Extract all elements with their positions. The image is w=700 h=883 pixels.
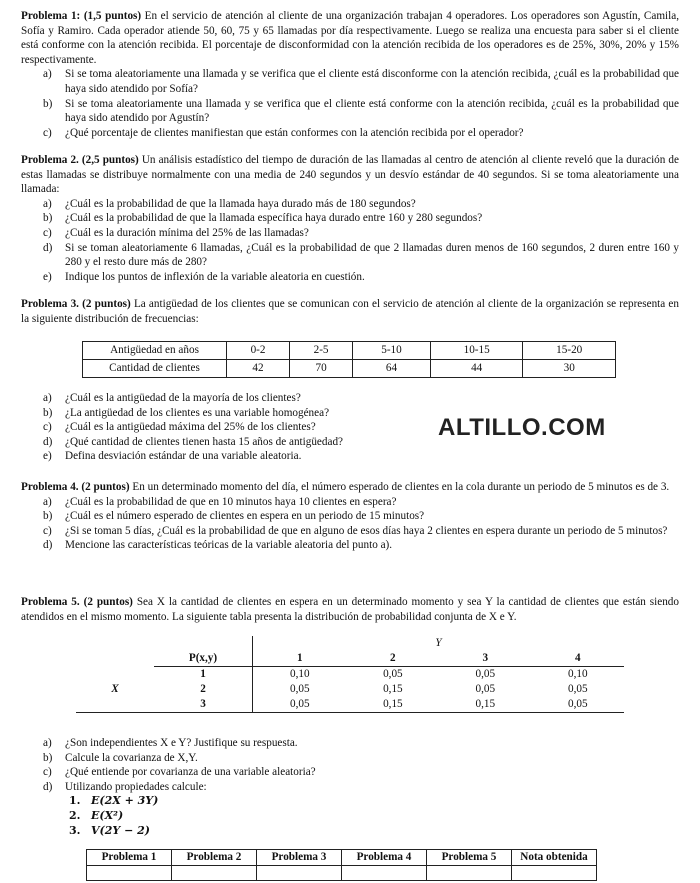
- grade-cell[interactable]: [257, 865, 342, 880]
- problem-5-questions: [21, 736, 679, 838]
- table-header-cell: 10-15: [430, 342, 523, 360]
- problem-5-title: Problema 5. (2 puntos): [21, 596, 133, 608]
- item-label: c): [43, 226, 52, 239]
- item-label: b): [43, 406, 53, 419]
- item-label: d): [43, 539, 53, 552]
- list-item: [21, 780, 679, 795]
- item-text: Calcule la covarianza de X,Y.: [65, 751, 198, 764]
- problem-4-text: En un determinado momento del día, el número esperado de clientes en la cola durante un periodo de 5 minutos es de 3.: [129, 481, 670, 493]
- item-text: Mencione las características teóricas de la variable aleatoria del punto a).: [65, 539, 393, 552]
- item-label: e): [43, 270, 52, 283]
- item-label: c): [43, 766, 52, 779]
- table-header-cell: 1: [253, 651, 347, 667]
- table-cell: 42: [227, 360, 290, 378]
- problem-1-items: [21, 67, 679, 140]
- list-item: [21, 495, 679, 510]
- item-text: ¿Cuál es la antigüedad máxima del 25% de los clientes?: [65, 421, 316, 434]
- item-text: Utilizando propiedades calcule:: [65, 780, 207, 793]
- item-text: ¿Cuál es la antigüedad de la mayoría de los clientes?: [65, 392, 301, 404]
- problem-2-intro: [21, 153, 679, 197]
- joint-distribution-table: [76, 636, 624, 713]
- table-row-header: 3: [154, 697, 253, 713]
- table-row: [76, 682, 624, 697]
- table-row: [83, 360, 616, 378]
- problem-4-items: [21, 495, 679, 553]
- table-row: [76, 667, 624, 683]
- problem-5-intro: [21, 595, 679, 624]
- problem-1-points: : (1,5 puntos): [76, 10, 142, 22]
- item-label: a): [43, 197, 52, 210]
- problem-5-text: Sea X la cantidad de clientes en espera en un determinado momento y sea Y la cantidad de clientes que están siendo atendidos en el mismo momento. La siguiente tabla presenta la distribución de probabilidad conjunta de X e Y.: [21, 596, 679, 623]
- table-row-header: 2: [154, 682, 253, 697]
- grade-header-cell: Problema 2: [172, 850, 257, 866]
- item-label: d): [43, 241, 53, 254]
- table-row: [76, 651, 624, 667]
- problem-2-text: Un análisis estadístico del tiempo de duración de las llamadas al centro de atención al cliente reveló que la duración de estas llamadas se distribuye normalmente con una media de 240 segundos y un desvío estándar de 40 segundos. Si se toma aleatoriamente una llamada:: [21, 154, 679, 196]
- item-text: ¿Cuál es el número esperado de clientes en espera en un periodo de 15 minutos?: [65, 510, 425, 523]
- list-item: [21, 794, 679, 809]
- list-item: [21, 751, 679, 766]
- frequency-table: [82, 341, 616, 378]
- table-cell: 0,15: [347, 697, 439, 713]
- grade-header-cell: Problema 1: [87, 850, 172, 866]
- problem-4: [21, 480, 679, 553]
- table-row: [83, 342, 616, 360]
- table-cell: 0,05: [475, 668, 496, 681]
- item-text: ¿Cuál es la duración mínima del 25% de las llamadas?: [65, 226, 309, 239]
- item-label: a): [43, 392, 52, 404]
- problem-2: [21, 153, 679, 284]
- table-row-header: 1: [154, 667, 253, 683]
- grade-cell[interactable]: [427, 865, 512, 880]
- table-row: [87, 850, 597, 866]
- grade-header-cell: Problema 5: [427, 850, 512, 866]
- table-cell: 0,15: [383, 683, 403, 696]
- formula: E(X²): [91, 808, 124, 822]
- grade-header-cell: Problema 3: [257, 850, 342, 866]
- problem-1: [21, 9, 679, 140]
- table-cell: 0,05: [290, 683, 310, 696]
- table-cell: 30: [523, 360, 616, 378]
- problem-2-items: [21, 197, 679, 285]
- grade-cell[interactable]: [512, 865, 597, 880]
- grade-cell[interactable]: [342, 865, 427, 880]
- table-cell: 0,05: [567, 683, 588, 696]
- problem-1-text: En el servicio de atención al cliente de una organización trabajan 4 operadores. Los operadores son Agustín, Camila, Sofía y Ramiro. Cada operador atiende 50, 60, 75 y 65 llamadas por día respectivamente. Luego se realiza una encuesta para saber si el cliente está conforme con la atención recibida. El porcentaje de disconformidad con la atención recibida de los operadores es de 25%, 30%, 20% y 15% respectivamente.: [21, 10, 680, 66]
- item-text: ¿Cuál es la probabilidad de que la llamada específica haya durado entre 160 y 280 segundos?: [65, 212, 483, 225]
- list-item: [21, 241, 679, 270]
- list-item: [21, 449, 679, 464]
- item-text: ¿Qué porcentaje de clientes manifiestan que están conformes con la atención recibida por el operador?: [65, 126, 524, 139]
- list-item: [21, 391, 679, 406]
- item-label: a): [43, 495, 52, 508]
- list-item: [21, 226, 679, 241]
- item-text: ¿Cuál es la probabilidad de que la llamada haya durado más de 180 segundos?: [65, 197, 416, 210]
- item-label: c): [43, 421, 52, 434]
- table-header-cell: 4: [532, 651, 624, 667]
- item-text: ¿Qué cantidad de clientes tienen hasta 15 años de antigüedad?: [65, 435, 344, 448]
- problem-3-intro: [21, 297, 679, 326]
- table-cell: 0,05: [383, 668, 403, 681]
- item-label: d): [43, 435, 53, 448]
- item-label: d): [43, 780, 53, 793]
- table-row: [76, 636, 624, 651]
- grades-table: [86, 849, 597, 881]
- subitem-number: 1.: [69, 794, 81, 808]
- list-item: [21, 765, 679, 780]
- item-text: ¿Son independientes X e Y? Justifique su respuesta.: [65, 737, 298, 749]
- list-item: [21, 67, 679, 96]
- table-cell: Cantidad de clientes: [83, 360, 227, 378]
- problem-3: [21, 297, 679, 326]
- problem-5: [21, 595, 679, 624]
- table-corner-label: P(x,y): [154, 651, 253, 667]
- subitem-number: 2.: [69, 808, 81, 822]
- grade-cell[interactable]: [87, 865, 172, 880]
- grade-header-cell: Nota obtenida: [512, 850, 597, 866]
- subitem-number: 3.: [69, 823, 81, 837]
- item-label: a): [43, 68, 52, 81]
- problem-5-subitems: [21, 794, 679, 838]
- problem-1-title: Problema 1: [21, 10, 77, 22]
- table-header-cell: 2: [347, 651, 439, 667]
- item-label: b): [43, 212, 53, 225]
- item-text: ¿Cuál es la probabilidad de que en 10 minutos haya 10 clientes en espera?: [65, 495, 397, 508]
- list-item: [21, 809, 679, 824]
- problem-5-items: [21, 736, 679, 794]
- item-label: c): [43, 524, 52, 537]
- list-item: [21, 211, 679, 226]
- table-cell: 0,10: [290, 668, 310, 681]
- grade-header-cell: Problema 4: [342, 850, 427, 866]
- list-item: [21, 824, 679, 839]
- table-header-cell: 2-5: [290, 342, 353, 360]
- item-text: Si se toman aleatoriamente 6 llamadas, ¿Cuál es la probabilidad de que 2 llamadas duren menos de 160 segundos, 2 duren entre 160 y 280 y el resto dure más de 280?: [65, 241, 679, 269]
- item-text: Si se toma aleatoriamente una llamada y se verifica que el cliente está conforme con la atención recibida, ¿cuál es la probabilidad que haya sido atendido por Agustín?: [65, 97, 679, 125]
- table-header-cell: 3: [439, 651, 531, 667]
- item-text: ¿La antigüedad de los clientes es una variable homogénea?: [65, 406, 330, 419]
- problem-1-intro: [21, 9, 679, 67]
- list-item: [21, 270, 679, 285]
- item-label: a): [43, 737, 52, 749]
- table-header-cell: Antigüedad en años: [83, 342, 227, 360]
- item-label: c): [43, 126, 52, 139]
- table-cell: 0,05: [253, 697, 347, 713]
- table-row: [87, 865, 597, 880]
- list-item: [21, 97, 679, 126]
- problem-2-title: Problema 2. (2,5 puntos): [21, 154, 139, 166]
- item-label: e): [43, 450, 52, 463]
- problem-3-text: La antigüedad de los clientes que se comunican con el servicio de atención al cliente de la organización se representa en la siguiente distribución de frecuencias:: [21, 298, 679, 325]
- list-item: [21, 538, 679, 553]
- item-text: Defina desviación estándar de una variable aleatoria.: [65, 450, 302, 463]
- item-label: b): [43, 97, 53, 110]
- list-item: [21, 197, 679, 212]
- item-text: Indique los puntos de inflexión de la variable aleatoria en cuestión.: [65, 270, 365, 283]
- item-text: Si se toma aleatoriamente una llamada y se verifica que el cliente está disconforme con la atención recibida, ¿cuál es la probabilidad que haya sido atendido por Sofía?: [65, 68, 679, 95]
- table-cell: 64: [353, 360, 431, 378]
- list-item: [21, 736, 679, 751]
- table-header-cell: 5-10: [353, 342, 431, 360]
- x-variable-label: X: [111, 683, 119, 696]
- problem-4-title: Problema 4. (2 puntos): [21, 481, 130, 493]
- watermark-logo: ALTILLO.COM: [438, 414, 606, 441]
- table-cell: 0,05: [532, 697, 624, 713]
- table-cell: 70: [290, 360, 353, 378]
- formula: V(2Y − 2): [91, 823, 150, 837]
- table-cell: 0,05: [475, 683, 496, 696]
- item-text: ¿Qué entiende por covarianza de una variable aleatoria?: [65, 766, 316, 779]
- table-header-cell: 0-2: [227, 342, 290, 360]
- table-cell: 0,10: [567, 668, 588, 681]
- table-row: [76, 697, 624, 713]
- y-variable-label: Y: [435, 637, 442, 650]
- list-item: [21, 126, 679, 141]
- table-cell: 44: [430, 360, 523, 378]
- item-label: b): [43, 510, 53, 523]
- problem-4-intro: [21, 480, 679, 495]
- list-item: [21, 524, 679, 539]
- table-cell: 0,15: [439, 697, 531, 713]
- formula: E(2X + 3Y): [91, 794, 159, 808]
- problem-3-title: Problema 3. (2 puntos): [21, 298, 131, 310]
- grade-cell[interactable]: [172, 865, 257, 880]
- item-text: ¿Si se toman 5 días, ¿Cuál es la probabilidad de que en alguno de esos días haya 2 clientes en espera durante un periodo de 5 minutos?: [65, 524, 668, 537]
- list-item: [21, 509, 679, 524]
- table-header-cell: 15-20: [523, 342, 616, 360]
- item-label: b): [43, 751, 53, 764]
